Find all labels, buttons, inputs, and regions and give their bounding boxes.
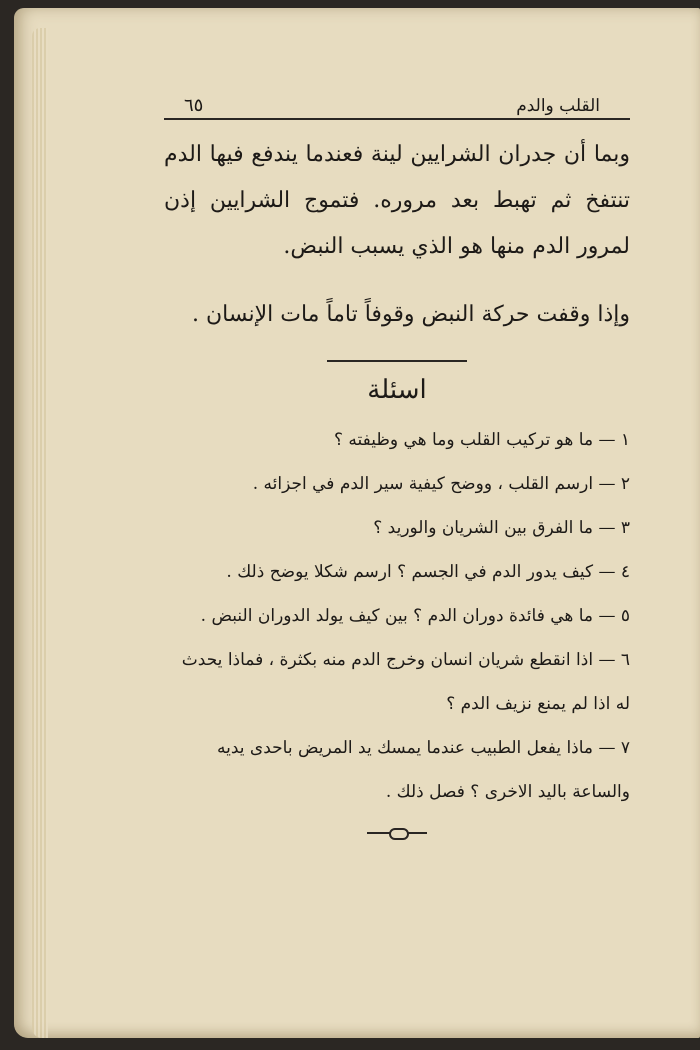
- question-item: ٥ — ما هي فائدة دوران الدم ؟ بين كيف يولد الدوران النبض .: [200, 606, 630, 626]
- page-content: [164, 90, 630, 838]
- end-ornament-icon: [367, 828, 427, 838]
- page-number: ٦٥: [184, 95, 204, 116]
- question-item: ٧ — ماذا يفعل الطبيب عندما يمسك يد المريض باحدى يديه والساعة باليد الاخرى ؟ فصل ذلك .: [217, 738, 630, 802]
- body-paragraph-1: وبما أن جدران الشرايين لينة فعندما يندفع فيها الدم تنتفخ ثم تهبط بعد مروره. فتموج الشرايين إذن لمرور الدم منها هو الذي يسبب النبض.: [164, 142, 630, 259]
- question-item: ٢ — ارسم القلب ، ووضح كيفية سير الدم في اجزائه .: [252, 474, 630, 494]
- question-item: ٣ — ما الفرق بين الشريان والوريد ؟: [373, 518, 630, 538]
- question-item: ١ — ما هو تركيب القلب وما هي وظيفته ؟: [333, 430, 630, 450]
- questions-list: [164, 418, 630, 814]
- question-item: ٦ — اذا انقطع شريان انسان وخرج الدم منه بكثرة ، فماذا يحدث له اذا لم يمنع نزيف الدم ؟: [181, 650, 630, 714]
- question-item: ٤ — كيف يدور الدم في الجسم ؟ ارسم شكلا يوضح ذلك .: [226, 562, 630, 582]
- running-title: القلب والدم: [516, 96, 600, 116]
- body-paragraph-2: وإذا وقفت حركة النبض وقوفاً تاماً مات الإنسان .: [191, 302, 630, 327]
- running-header: [164, 90, 630, 120]
- section-divider: [327, 360, 467, 362]
- questions-heading: اسئلة: [367, 375, 427, 405]
- book-page: [14, 8, 700, 1038]
- page-edge-stack: [32, 28, 48, 1038]
